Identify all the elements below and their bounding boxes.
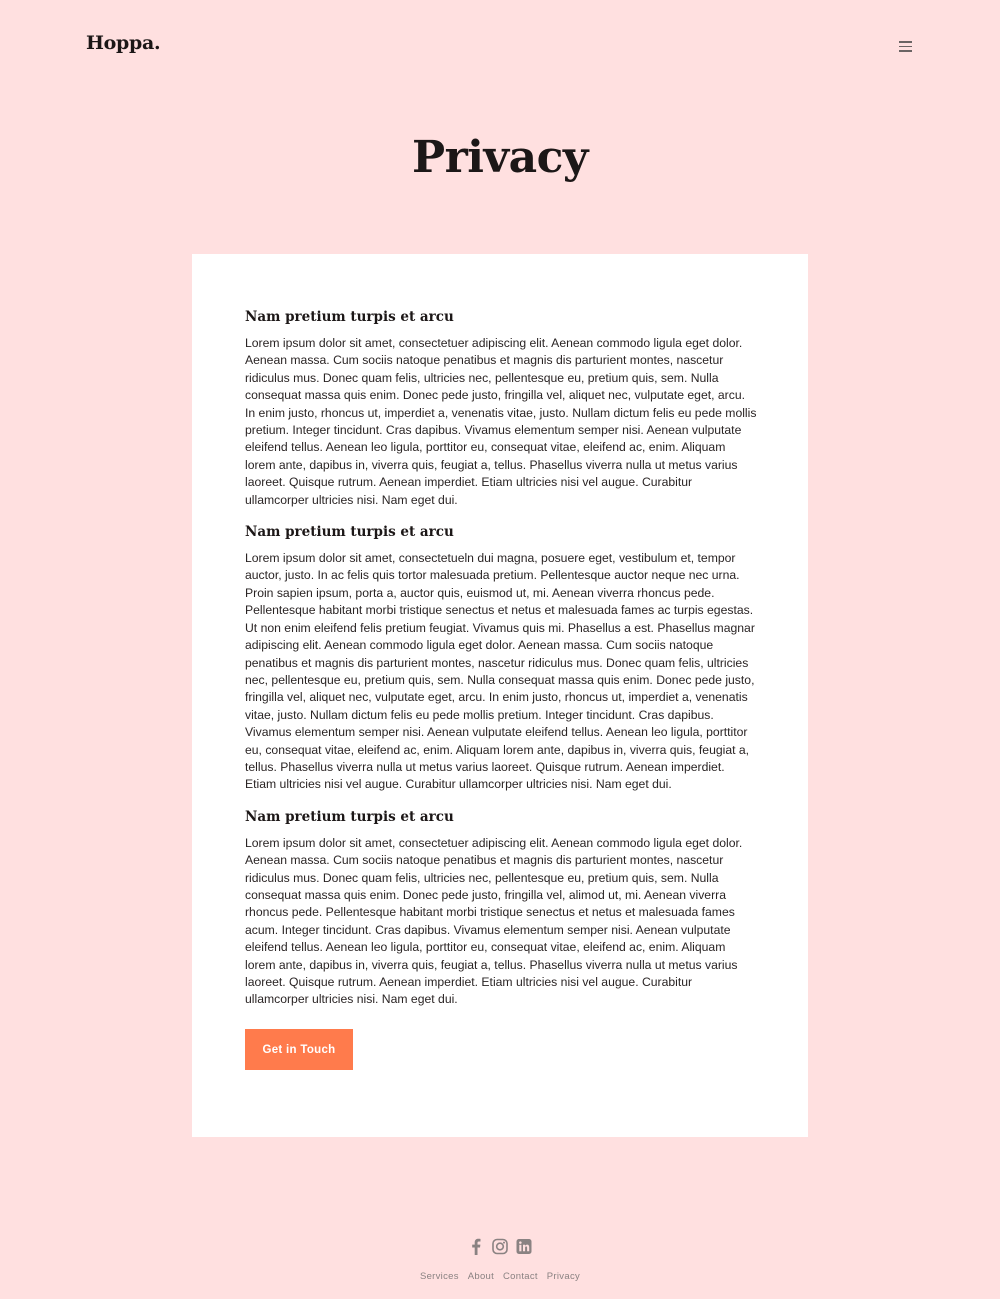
content-card: [192, 254, 808, 1137]
section-body: Lorem ipsum dolor sit amet, consectetueln dui magna, posuere eget, vestibulum et, tempor auctor, justo. In ac felis quis tortor malesuada pretium. Pellentesque auctor neque nec urna. Proin sapien ipsum, porta a, auctor quis, euismod ut, mi. Aenean viverra rhoncus pede. Pellentesque habitant morbi tristique senectus et netus et malesuada fames ac turpis egestas. Ut non enim eleifend felis pretium feugiat. Vivamus quis mi. Phasellus a est. Phasellus magnar adipiscing elit. Aenean commodo ligula eget dolor. Aenean massa. Cum sociis natoque penatibus et magnis dis parturient montes, nascetur ridiculus mus. Donec quam felis, ultricies nec, pellentesque eu, pretium quis, sem. Nulla consequat massa quis enim. Donec pede justo, fringilla vel, aliquet nec, vulputate eget, arcu. In enim justo, rhoncus ut, imperdiet a, venenatis vitae, justo. Nullam dictum felis eu pede mollis pretium. Integer tincidunt. Cras dapibus. Vivamus elementum semper nisi. Aenean vulputate eleifend tellus. Aenean leo ligula, porttitor eu, consequat vitae, eleifend ac, enim. Aliquam lorem ante, dapibus in, viverra quis, feugiat a, tellus. Phasellus viverra nulla ut metus varius laoreet. Quisque rutrum. Aenean imperdiet. Etiam ultricies nisi vel augue. Curabitur ullamcorper ultricies nisi. Nam eget dui.: [245, 551, 755, 792]
hamburger-menu-icon[interactable]: [896, 38, 916, 54]
menu-bar: [899, 46, 912, 48]
content-section: [245, 523, 755, 794]
page-title: Privacy: [412, 132, 588, 183]
menu-bar: [899, 41, 912, 43]
get-in-touch-button[interactable]: Get in Touch: [245, 1029, 353, 1070]
content-section: [245, 308, 755, 509]
section-body: Lorem ipsum dolor sit amet, consectetuer adipiscing elit. Aenean commodo ligula eget dolor. Aenean massa. Cum sociis natoque penatibus et magnis dis parturient montes, nascetur ridiculus mus. Donec quam felis, ultricies nec, pellentesque eu, pretium quis, sem. Nulla consequat massa quis enim. Donec pede justo, fringilla vel, aliquet nec, vulputate eget, arcu. In enim justo, rhoncus ut, imperdiet a, venenatis vitae, justo. Nullam dictum felis eu pede mollis pretium. Integer tincidunt. Cras dapibus. Vivamus elementum semper nisi. Aenean vulputate eleifend tellus. Aenean leo ligula, porttitor eu, consequat vitae, eleifend ac, enim. Aliquam lorem ante, dapibus in, viverra quis, feugiat a, tellus. Phasellus viverra nulla ut metus varius laoreet. Quisque rutrum. Aenean imperdiet. Etiam ultricies nisi vel augue. Curabitur ullamcorper ultricies nisi. Nam eget dui.: [245, 336, 757, 507]
site-logo[interactable]: Hoppa.: [86, 32, 161, 54]
footer-link-contact[interactable]: Contact: [503, 1271, 538, 1282]
footer-link-privacy[interactable]: Privacy: [546, 1271, 581, 1282]
menu-bar: [899, 50, 912, 52]
content-section: [245, 808, 755, 1009]
facebook-icon[interactable]: [470, 1238, 482, 1255]
section-heading: Nam pretium turpis et arcu: [245, 309, 454, 325]
footer-link-services[interactable]: Services: [419, 1271, 459, 1282]
section-heading: Nam pretium turpis et arcu: [245, 524, 454, 541]
instagram-icon[interactable]: [492, 1238, 508, 1255]
section-heading: Nam pretium turpis et arcu: [245, 808, 454, 825]
social-links: [470, 1238, 532, 1256]
section-body: Lorem ipsum dolor sit amet, consectetuer adipiscing elit. Aenean commodo ligula eget dolor. Aenean massa. Cum sociis natoque penatibus et magnis dis parturient montes, nascetur ridiculus mus. Donec quam felis, ultricies nec, pellentesque eu, pretium quis, sem. Nulla consequat massa quis enim. Donec pede justo, fringilla vel, alimod ut, mi. Aenean viverra rhoncus pede. Pellentesque habitant morbi tristique senectus et netus et malesuada fames acum. Integer tincidunt. Cras dapibus. Vivamus elementum semper nisi. Aenean vulputate eleifend tellus. Aenean leo ligula, porttitor eu, consequat vitae, eleifend ac, enim. Aliquam lorem ante, dapibus in, viverra quis, feugiat a, tellus. Phasellus viverra nulla ut metus varius laoreet. Quisque rutrum. Aenean imperdiet. Etiam ultricies nisi vel augue. Curabitur ullamcorper ultricies nisi. Nam eget dui.: [245, 835, 743, 1007]
linkedin-icon[interactable]: [516, 1238, 532, 1255]
footer-nav: [0, 1271, 1000, 1282]
footer-link-about[interactable]: About: [467, 1271, 495, 1282]
